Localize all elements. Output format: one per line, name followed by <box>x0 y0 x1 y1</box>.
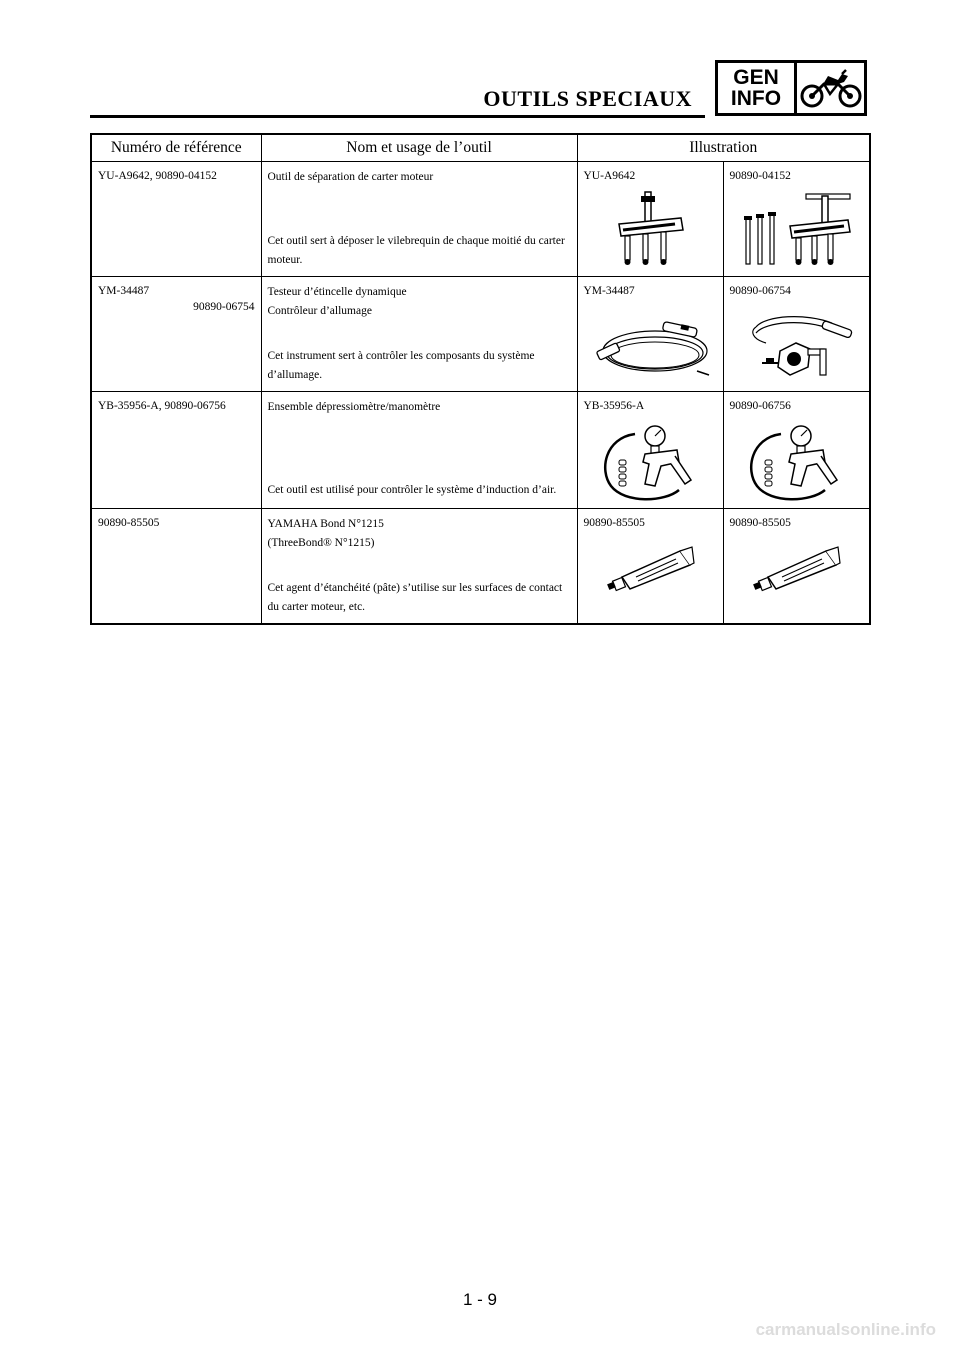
illustration-cell <box>577 509 723 625</box>
tool-name: (ThreeBond® N°1215) <box>267 537 375 549</box>
reference-number: YM-34487 <box>98 285 150 297</box>
table-header-row <box>91 134 870 162</box>
name-usage-cell <box>261 162 577 277</box>
name-usage-cell <box>261 277 577 392</box>
page-header <box>0 0 960 130</box>
vacuum-pressure-pump-icon <box>595 420 705 504</box>
tool-name: Outil de séparation de carter moteur <box>267 171 434 183</box>
reference-number: YU-A9642, 90890-04152 <box>98 170 217 182</box>
crankcase-separator-icon <box>605 190 695 270</box>
reference-cell <box>91 509 261 625</box>
illustration-label: 90890-85505 <box>729 517 791 529</box>
reference-number: 90890-06754 <box>193 301 255 313</box>
tool-name: YAMAHA Bond N°1215 <box>267 518 384 530</box>
header-rule <box>90 115 705 118</box>
table-row <box>91 277 870 392</box>
table-row <box>91 509 870 625</box>
illustration-label: 90890-06756 <box>729 400 791 412</box>
watermark: carmanualsonline.info <box>755 1320 936 1339</box>
name-usage-cell <box>261 509 577 625</box>
vacuum-pressure-pump-icon <box>741 420 851 504</box>
illustration-cell <box>577 392 723 509</box>
reference-number: YB-35956-A, 90890-06756 <box>98 400 226 412</box>
tool-usage: Cet instrument sert à contrôler les composants du système d’allumage. <box>267 350 535 381</box>
tool-usage: Cet outil est utilisé pour contrôler le système d’induction d’air. <box>267 484 557 496</box>
reference-cell <box>91 392 261 509</box>
name-usage-cell <box>261 392 577 509</box>
illustration-label: 90890-04152 <box>729 170 791 182</box>
column-header-name-usage: Nom et usage de l’outil <box>261 134 577 162</box>
illustration-label: 90890-06754 <box>729 285 791 297</box>
illustration-cell <box>723 392 870 509</box>
column-header-illustration: Illustration <box>577 134 870 162</box>
page-title: OUTILS SPECIAUX <box>483 86 692 111</box>
column-header-reference: Numéro de référence <box>91 134 261 162</box>
sealant-tube-icon <box>746 537 846 607</box>
reference-number: 90890-85505 <box>98 517 160 529</box>
tool-name: Testeur d’étincelle dynamique <box>267 286 407 298</box>
tool-name: Ensemble dépressiomètre/manomètre <box>267 401 441 413</box>
tool-name: Contrôleur d’allumage <box>267 305 372 317</box>
gen-info-badge <box>715 60 867 116</box>
illustration-label: 90890-85505 <box>583 517 645 529</box>
sealant-tube-icon <box>600 537 700 607</box>
tool-usage: Cet outil sert à déposer le vilebrequin de chaque moitié du carter moteur. <box>267 235 565 266</box>
special-tools-table <box>90 133 871 625</box>
spark-tester-icon <box>585 305 715 385</box>
illustration-cell <box>723 509 870 625</box>
reference-cell <box>91 277 261 392</box>
tool-usage: Cet agent d’étanchéité (pâte) s’utilise sur les surfaces de contact du carter moteur, etc. <box>267 582 563 613</box>
illustration-cell <box>577 277 723 392</box>
illustration-label: YU-A9642 <box>583 170 636 182</box>
table-row <box>91 392 870 509</box>
illustration-label: YM-34487 <box>583 285 635 297</box>
reference-cell <box>91 162 261 277</box>
badge-line-1: GEN <box>733 66 779 89</box>
illustration-cell <box>577 162 723 277</box>
illustration-cell <box>723 277 870 392</box>
badge-text <box>718 63 797 113</box>
table-row <box>91 162 870 277</box>
ignition-checker-icon <box>736 305 856 385</box>
illustration-cell <box>723 162 870 277</box>
badge-line-2: INFO <box>730 87 782 110</box>
page-number: 1 - 9 <box>462 1290 498 1309</box>
crankcase-separator-set-icon <box>736 190 856 270</box>
illustration-label: YB-35956-A <box>583 400 645 412</box>
motorcycle-icon <box>797 63 864 113</box>
